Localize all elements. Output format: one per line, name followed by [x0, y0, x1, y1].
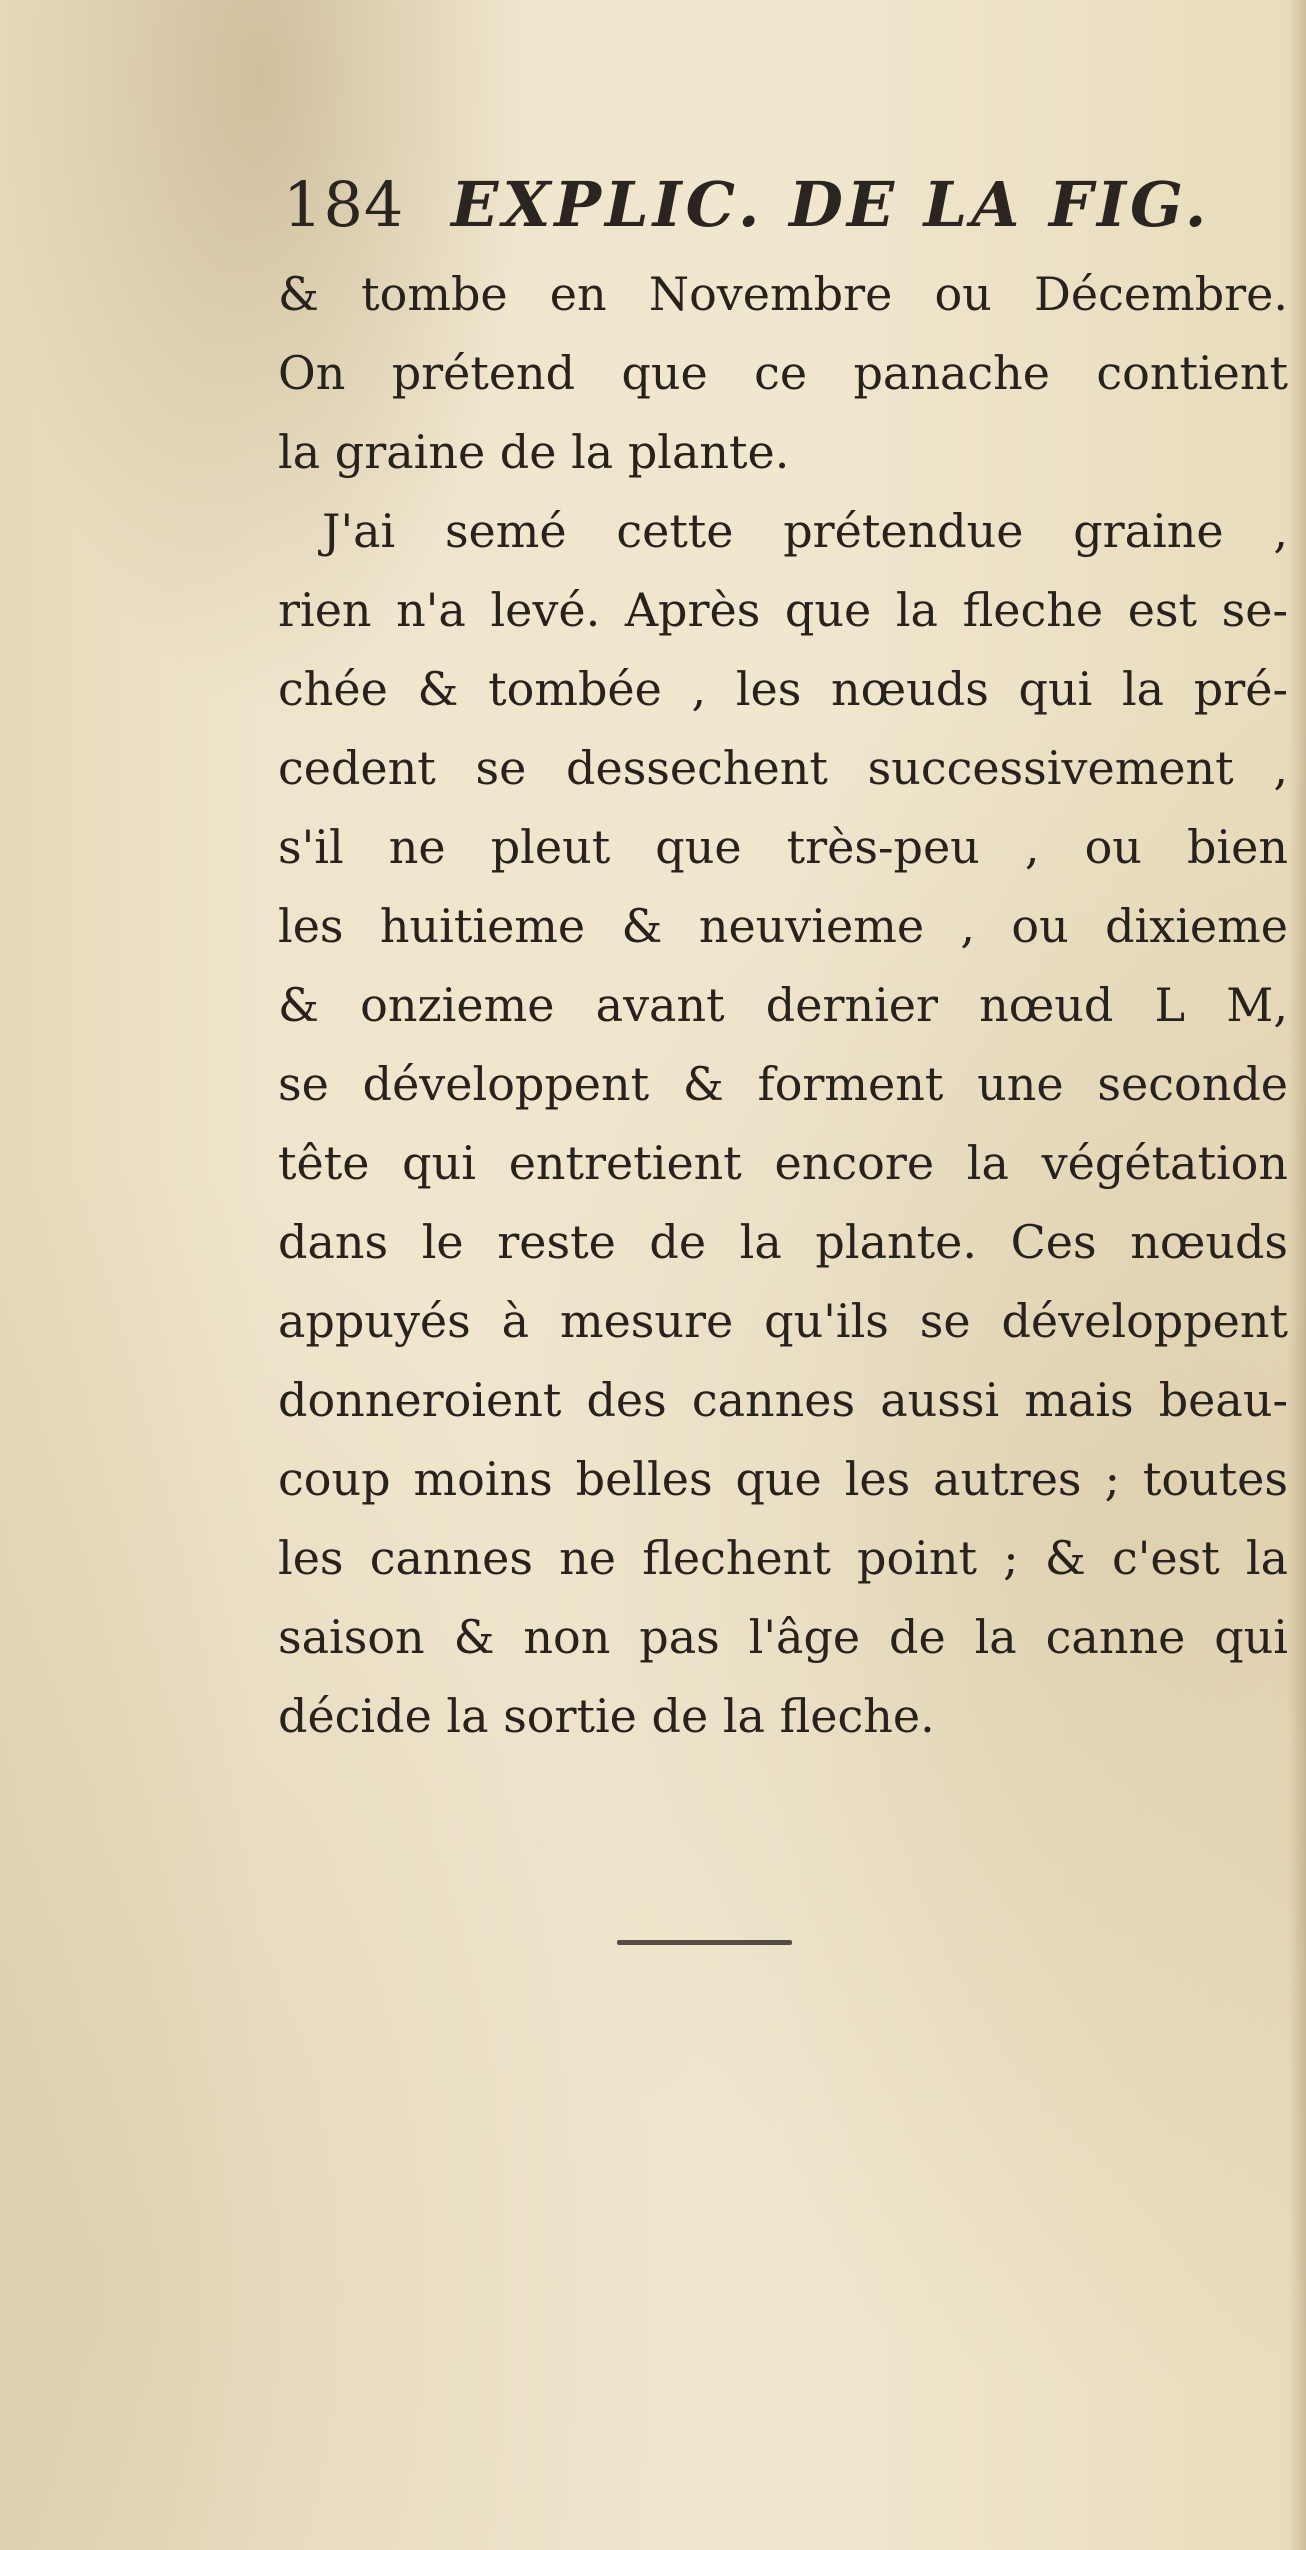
page-header — [283, 168, 1210, 241]
text-line-15: donneroient des cannes aussi mais beau- — [278, 1373, 1288, 1427]
text-line-7: cedent se dessechent successivement , — [278, 741, 1288, 795]
text-line-11: se développent & forment une seconde — [278, 1057, 1288, 1111]
text-line-17: les cannes ne flechent point ; & c'est la — [278, 1531, 1288, 1585]
end-rule — [617, 1940, 792, 1945]
text-line-5: rien n'a levé. Après que la fleche est se- — [278, 583, 1288, 637]
text-line-19: décide la sortie de la fleche. — [278, 1689, 935, 1743]
text-line-8: s'il ne pleut que très-peu , ou bien — [278, 820, 1288, 874]
body-text — [278, 255, 1288, 1756]
text-line-4: J'ai semé cette prétendue graine , — [322, 504, 1288, 558]
text-line-6: chée & tombée , les nœuds qui la pré- — [278, 662, 1288, 716]
running-title: EXPLIC. DE LA FIG. — [451, 168, 1211, 241]
text-line-1: & tombe en Novembre ou Décembre. — [278, 267, 1288, 321]
page-number: 184 — [283, 168, 405, 241]
text-line-16: coup moins belles que les autres ; toutes — [278, 1452, 1288, 1506]
text-line-3: la graine de la plante. — [278, 425, 790, 479]
text-line-12: tête qui entretient encore la végétation — [278, 1136, 1288, 1190]
text-line-18: saison & non pas l'âge de la canne qui — [278, 1610, 1288, 1664]
text-line-14: appuyés à mesure qu'ils se développent — [278, 1294, 1288, 1348]
text-line-2: On prétend que ce panache contient — [278, 346, 1288, 400]
text-line-10: & onzieme avant dernier nœud L M, — [278, 978, 1288, 1032]
page-edge-shadow — [1288, 0, 1306, 2550]
text-line-9: les huitieme & neuvieme , ou dixieme — [278, 899, 1288, 953]
text-line-13: dans le reste de la plante. Ces nœuds — [278, 1215, 1288, 1269]
